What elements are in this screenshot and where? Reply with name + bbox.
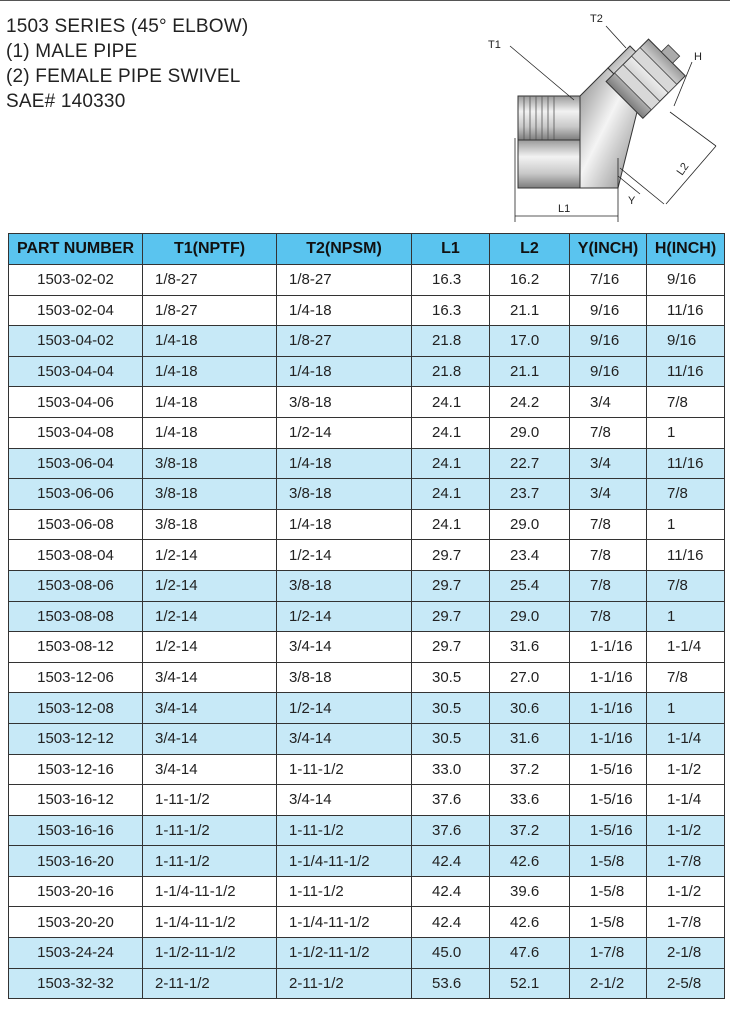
t2-cell: 3/8-18 — [277, 479, 412, 510]
y-cell: 9/16 — [570, 295, 647, 326]
part-number-cell: 1503-24-24 — [9, 938, 143, 969]
l1-cell: 29.7 — [412, 632, 490, 663]
l1-cell: 21.8 — [412, 356, 490, 387]
t2-cell: 1/2-14 — [277, 417, 412, 448]
table-row — [9, 387, 725, 418]
table-body — [9, 265, 725, 999]
part-number-cell: 1503-12-06 — [9, 662, 143, 693]
t1-cell: 1-11-1/2 — [143, 846, 277, 877]
table-row — [9, 815, 725, 846]
table-row — [9, 601, 725, 632]
t1-cell: 1/2-14 — [143, 540, 277, 571]
part-number-cell: 1503-04-06 — [9, 387, 143, 418]
l2-cell: 47.6 — [490, 938, 570, 969]
h-cell: 1-7/8 — [647, 846, 725, 877]
part-number-cell: 1503-12-12 — [9, 723, 143, 754]
series-title: 1503 SERIES (45° ELBOW) — [6, 16, 249, 37]
col-l1: L1 — [412, 234, 490, 265]
y-cell: 7/8 — [570, 570, 647, 601]
l2-cell: 31.6 — [490, 723, 570, 754]
series-header — [6, 14, 248, 114]
table-header-row — [9, 234, 725, 265]
l2-cell: 23.4 — [490, 540, 570, 571]
y-cell: 1-1/16 — [570, 632, 647, 663]
l1-cell: 29.7 — [412, 540, 490, 571]
part-number-cell: 1503-04-04 — [9, 356, 143, 387]
t2-cell: 1/8-27 — [277, 265, 412, 296]
table-row — [9, 662, 725, 693]
t2-cell: 1/2-14 — [277, 540, 412, 571]
end-type-2: (2) FEMALE PIPE SWIVEL — [6, 66, 241, 87]
t1-cell: 1-1/4-11-1/2 — [143, 907, 277, 938]
spec-table — [8, 233, 725, 999]
t1-cell: 1-1/2-11-1/2 — [143, 938, 277, 969]
t1-cell: 1/2-14 — [143, 632, 277, 663]
part-number-cell: 1503-12-08 — [9, 693, 143, 724]
h-cell: 1 — [647, 693, 725, 724]
table-row — [9, 295, 725, 326]
h-cell: 1-1/4 — [647, 723, 725, 754]
part-number-cell: 1503-16-12 — [9, 785, 143, 816]
l1-cell: 24.1 — [412, 417, 490, 448]
part-number-cell: 1503-06-08 — [9, 509, 143, 540]
t2-cell: 3/4-14 — [277, 632, 412, 663]
h-cell: 11/16 — [647, 356, 725, 387]
y-cell: 9/16 — [570, 326, 647, 357]
h-cell: 1-1/2 — [647, 876, 725, 907]
part-number-cell: 1503-12-16 — [9, 754, 143, 785]
h-cell: 9/16 — [647, 326, 725, 357]
h-cell: 7/8 — [647, 662, 725, 693]
t2-cell: 3/8-18 — [277, 662, 412, 693]
t1-cell: 1-11-1/2 — [143, 785, 277, 816]
l2-cell: 23.7 — [490, 479, 570, 510]
t2-cell: 1/4-18 — [277, 295, 412, 326]
t1-cell: 1/2-14 — [143, 601, 277, 632]
l2-cell: 24.2 — [490, 387, 570, 418]
t2-cell: 3/4-14 — [277, 785, 412, 816]
col-h: H(INCH) — [647, 234, 725, 265]
l2-cell: 21.1 — [490, 295, 570, 326]
h-cell: 9/16 — [647, 265, 725, 296]
l1-cell: 29.7 — [412, 601, 490, 632]
l2-cell: 25.4 — [490, 570, 570, 601]
l1-cell: 16.3 — [412, 295, 490, 326]
l2-cell: 22.7 — [490, 448, 570, 479]
h-cell: 11/16 — [647, 540, 725, 571]
part-number-cell: 1503-04-02 — [9, 326, 143, 357]
table-row — [9, 265, 725, 296]
t1-cell: 1/8-27 — [143, 295, 277, 326]
l2-cell: 33.6 — [490, 785, 570, 816]
y-cell: 7/8 — [570, 601, 647, 632]
y-cell: 2-1/2 — [570, 968, 647, 999]
l1-cell: 42.4 — [412, 907, 490, 938]
t2-cell: 3/8-18 — [277, 387, 412, 418]
top-rule — [0, 0, 730, 1]
l1-cell: 24.1 — [412, 448, 490, 479]
t2-cell: 1-11-1/2 — [277, 815, 412, 846]
y-cell: 7/16 — [570, 265, 647, 296]
l1-cell: 30.5 — [412, 693, 490, 724]
y-cell: 1-5/8 — [570, 846, 647, 877]
y-cell: 1-1/16 — [570, 723, 647, 754]
table-row — [9, 448, 725, 479]
table-row — [9, 754, 725, 785]
col-part-number: PART NUMBER — [9, 234, 143, 265]
y-cell: 1-5/16 — [570, 815, 647, 846]
l1-cell: 45.0 — [412, 938, 490, 969]
y-cell: 1-5/16 — [570, 785, 647, 816]
male-pipe-end — [518, 96, 580, 188]
table-row — [9, 356, 725, 387]
t1-cell: 1/2-14 — [143, 570, 277, 601]
col-l2: L2 — [490, 234, 570, 265]
col-t1: T1(NPTF) — [143, 234, 277, 265]
l1-cell: 42.4 — [412, 876, 490, 907]
part-number-cell: 1503-20-20 — [9, 907, 143, 938]
l2-cell: 16.2 — [490, 265, 570, 296]
t1-cell: 1/4-18 — [143, 387, 277, 418]
t1-cell: 3/4-14 — [143, 693, 277, 724]
l1-cell: 30.5 — [412, 723, 490, 754]
t2-cell: 3/8-18 — [277, 570, 412, 601]
part-number-cell: 1503-16-16 — [9, 815, 143, 846]
l1-cell: 53.6 — [412, 968, 490, 999]
t2-cell: 1/2-14 — [277, 693, 412, 724]
t1-cell: 1-11-1/2 — [143, 815, 277, 846]
h-cell: 11/16 — [647, 448, 725, 479]
table-row — [9, 907, 725, 938]
l2-cell: 37.2 — [490, 815, 570, 846]
elbow-fitting-drawing — [470, 8, 725, 230]
t2-cell: 1-1/2-11-1/2 — [277, 938, 412, 969]
label-t1: T1 — [488, 39, 501, 51]
label-t2: T2 — [590, 13, 603, 25]
part-number-cell: 1503-08-04 — [9, 540, 143, 571]
t1-cell: 3/8-18 — [143, 509, 277, 540]
l1-cell: 29.7 — [412, 570, 490, 601]
table-row — [9, 723, 725, 754]
l1-cell: 24.1 — [412, 479, 490, 510]
t2-cell: 1/4-18 — [277, 356, 412, 387]
label-h: H — [694, 51, 702, 63]
table-row — [9, 693, 725, 724]
y-cell: 1-5/16 — [570, 754, 647, 785]
l2-cell: 52.1 — [490, 968, 570, 999]
y-cell: 3/4 — [570, 387, 647, 418]
t2-cell: 1/2-14 — [277, 601, 412, 632]
part-number-cell: 1503-20-16 — [9, 876, 143, 907]
t2-cell: 3/4-14 — [277, 723, 412, 754]
table-row — [9, 540, 725, 571]
part-number-cell: 1503-02-04 — [9, 295, 143, 326]
t1-cell: 3/4-14 — [143, 754, 277, 785]
h-cell: 1 — [647, 417, 725, 448]
l2-cell: 29.0 — [490, 601, 570, 632]
t1-cell: 1-1/4-11-1/2 — [143, 876, 277, 907]
col-y: Y(INCH) — [570, 234, 647, 265]
sae-number: SAE# 140330 — [6, 91, 126, 112]
t2-cell: 1-1/4-11-1/2 — [277, 846, 412, 877]
l1-cell: 33.0 — [412, 754, 490, 785]
part-number-cell: 1503-32-32 — [9, 968, 143, 999]
l2-cell: 17.0 — [490, 326, 570, 357]
l1-cell: 16.3 — [412, 265, 490, 296]
h-cell: 1-1/2 — [647, 754, 725, 785]
y-cell: 9/16 — [570, 356, 647, 387]
table-row — [9, 509, 725, 540]
label-l1: L1 — [558, 203, 571, 215]
h-cell: 7/8 — [647, 479, 725, 510]
h-cell: 11/16 — [647, 295, 725, 326]
part-number-cell: 1503-08-06 — [9, 570, 143, 601]
part-number-cell: 1503-08-12 — [9, 632, 143, 663]
l1-cell: 30.5 — [412, 662, 490, 693]
y-cell: 3/4 — [570, 479, 647, 510]
y-cell: 7/8 — [570, 509, 647, 540]
y-cell: 7/8 — [570, 417, 647, 448]
t2-cell: 1/8-27 — [277, 326, 412, 357]
t2-cell: 1-11-1/2 — [277, 754, 412, 785]
table-row — [9, 570, 725, 601]
t1-cell: 1/4-18 — [143, 326, 277, 357]
h-cell: 2-1/8 — [647, 938, 725, 969]
y-cell: 1-5/8 — [570, 907, 647, 938]
t2-cell: 2-11-1/2 — [277, 968, 412, 999]
l2-cell: 29.0 — [490, 417, 570, 448]
t1-cell: 3/4-14 — [143, 723, 277, 754]
l1-cell: 37.6 — [412, 815, 490, 846]
y-cell: 1-1/16 — [570, 662, 647, 693]
l1-cell: 24.1 — [412, 387, 490, 418]
part-number-cell: 1503-06-06 — [9, 479, 143, 510]
l1-cell: 21.8 — [412, 326, 490, 357]
table-row — [9, 479, 725, 510]
h-cell: 1-1/4 — [647, 632, 725, 663]
y-cell: 3/4 — [570, 448, 647, 479]
l1-cell: 42.4 — [412, 846, 490, 877]
h-cell: 1-7/8 — [647, 907, 725, 938]
l2-cell: 39.6 — [490, 876, 570, 907]
h-cell: 7/8 — [647, 387, 725, 418]
l2-cell: 29.0 — [490, 509, 570, 540]
l2-cell: 30.6 — [490, 693, 570, 724]
t1-cell: 3/8-18 — [143, 448, 277, 479]
t1-cell: 2-11-1/2 — [143, 968, 277, 999]
t1-cell: 3/8-18 — [143, 479, 277, 510]
table-row — [9, 785, 725, 816]
part-number-cell: 1503-08-08 — [9, 601, 143, 632]
l2-cell: 31.6 — [490, 632, 570, 663]
table-row — [9, 938, 725, 969]
y-cell: 1-5/8 — [570, 876, 647, 907]
end-type-1: (1) MALE PIPE — [6, 41, 138, 62]
h-cell: 1-1/4 — [647, 785, 725, 816]
table-row — [9, 326, 725, 357]
t2-cell: 1-1/4-11-1/2 — [277, 907, 412, 938]
t1-cell: 1/4-18 — [143, 417, 277, 448]
table-row — [9, 846, 725, 877]
t2-cell: 1/4-18 — [277, 448, 412, 479]
l2-cell: 37.2 — [490, 754, 570, 785]
col-t2: T2(NPSM) — [277, 234, 412, 265]
t2-cell: 1/4-18 — [277, 509, 412, 540]
table-row — [9, 632, 725, 663]
table-row — [9, 876, 725, 907]
part-number-cell: 1503-06-04 — [9, 448, 143, 479]
t1-cell: 3/4-14 — [143, 662, 277, 693]
part-number-cell: 1503-04-08 — [9, 417, 143, 448]
t2-cell: 1-11-1/2 — [277, 876, 412, 907]
h-cell: 1 — [647, 509, 725, 540]
l1-cell: 24.1 — [412, 509, 490, 540]
t1-cell: 1/8-27 — [143, 265, 277, 296]
l2-cell: 27.0 — [490, 662, 570, 693]
label-l2: L2 — [674, 160, 692, 178]
part-number-cell: 1503-16-20 — [9, 846, 143, 877]
part-number-cell: 1503-02-02 — [9, 265, 143, 296]
t1-cell: 1/4-18 — [143, 356, 277, 387]
y-cell: 7/8 — [570, 540, 647, 571]
table-row — [9, 417, 725, 448]
l2-cell: 42.6 — [490, 846, 570, 877]
table-row — [9, 968, 725, 999]
h-cell: 1 — [647, 601, 725, 632]
label-y: Y — [628, 195, 636, 207]
l2-cell: 42.6 — [490, 907, 570, 938]
l1-cell: 37.6 — [412, 785, 490, 816]
h-cell: 2-5/8 — [647, 968, 725, 999]
h-cell: 1-1/2 — [647, 815, 725, 846]
y-cell: 1-7/8 — [570, 938, 647, 969]
y-cell: 1-1/16 — [570, 693, 647, 724]
h-cell: 7/8 — [647, 570, 725, 601]
l2-cell: 21.1 — [490, 356, 570, 387]
